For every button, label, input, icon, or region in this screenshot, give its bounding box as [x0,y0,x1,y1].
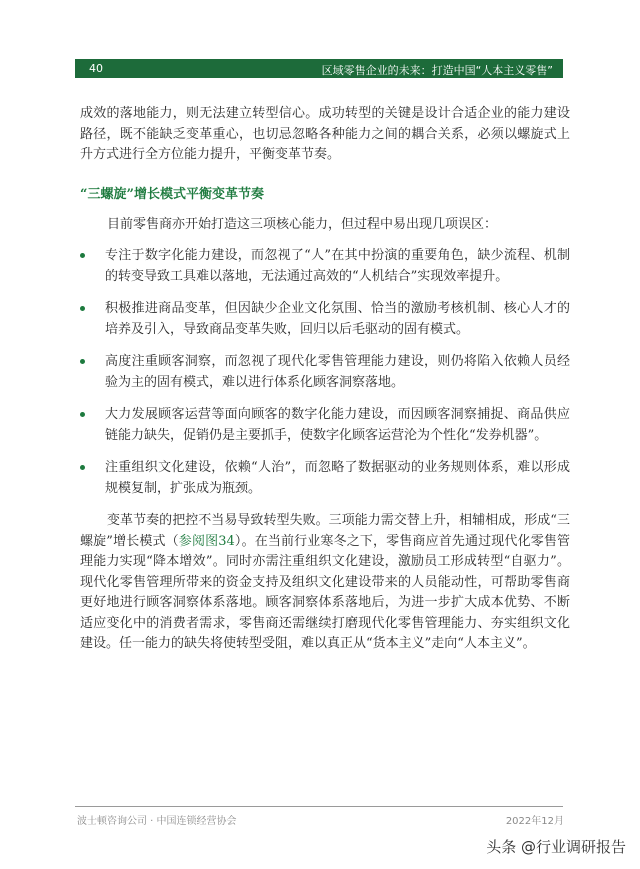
closing-text-part2: ）。在当前行业寒冬之下，零售商应首先通过现代化零售管理能力实现“降本增效”。同时亦需注重组织文化建设，激励员工形成转型“自驱力”。现代化零售管理所带来的资金支持及组织文化建设带来的人员能动性，可帮助零售商更好地进行顾客洞察体系落地。顾客洞察体系落地后，为进一步扩大成本优势、不断适应变化中的消费者需求，零售商还需继续打磨现代化零售管理能力、夯实组织文化建设。任一能力的缺失将使转型受阻，难以真正从“货本主义”走向“人本主义”。 [80,533,570,651]
footer-divider [75,806,563,807]
pitfall-list [80,246,570,499]
main-content [80,104,570,655]
bullet-icon [80,465,85,470]
closing-paragraph [80,511,570,655]
lead-paragraph: 目前零售商亦开始打造这三项核心能力，但过程中易出现几项误区： [107,216,498,232]
page-number: 40 [89,62,103,75]
footer-publishers: 波士顿咨询公司 · 中国连锁经营协会 [77,816,237,827]
list-item [80,458,570,499]
report-title: 区域零售企业的未来：打造中国“人本主义零售” [321,64,553,77]
bullet-icon [80,306,85,311]
watermark: 头条 @行业调研报告 [486,838,626,856]
section-heading: “三螺旋”增长模式平衡变革节奏 [80,186,264,202]
page-header-bar [75,59,563,78]
footer-date: 2022年12月 [505,816,564,827]
bullet-icon [80,253,85,258]
list-item [80,405,570,446]
list-item-text: 专注于数字化能力建设，而忽视了“人”在其中扮演的重要角色，缺少流程、机制的转变导致工具难以落地，无法通过高效的“人机结合”实现效率提升。 [105,248,570,284]
intro-paragraph: 成效的落地能力，则无法建立转型信心。成功转型的关键是设计合适企业的能力建设路径，既不能缺乏变革重心，也切忌忽略各种能力之间的耦合关系，必须以螺旋式上升方式进行全方位能力提升，平衡变革节奏。 [80,106,570,162]
bullet-icon [80,359,85,364]
list-item [80,246,570,287]
list-item [80,352,570,393]
bullet-icon [80,412,85,417]
list-item-text: 高度注重顾客洞察，而忽视了现代化零售管理能力建设，则仍将陷入依赖人员经验为主的固有模式，难以进行体系化顾客洞察落地。 [105,354,570,390]
figure-reference-link[interactable]: 参阅图34 [178,533,235,549]
list-item-text: 大力发展顾客运营等面向顾客的数字化能力建设，而因顾客洞察捕捉、商品供应链能力缺失，促销仍是主要抓手，使数字化顾客运营沦为个性化“发券机器”。 [105,407,570,443]
list-item [80,299,570,340]
list-item-text: 积极推进商品变革，但因缺少企业文化氛围、恰当的激励考核机制、核心人才的培养及引入，导致商品变革失败，回归以后毛驱动的固有模式。 [105,301,570,337]
list-item-text: 注重组织文化建设，依赖“人治”，而忽略了数据驱动的业务规则体系，难以形成规模复制，扩张成为瓶颈。 [105,460,570,496]
closing-text-part1: 变革节奏的把控不当易导致转型失败。三项能力需交替上升，相辅相成，形成“三螺旋”增长模式（ [80,513,570,549]
